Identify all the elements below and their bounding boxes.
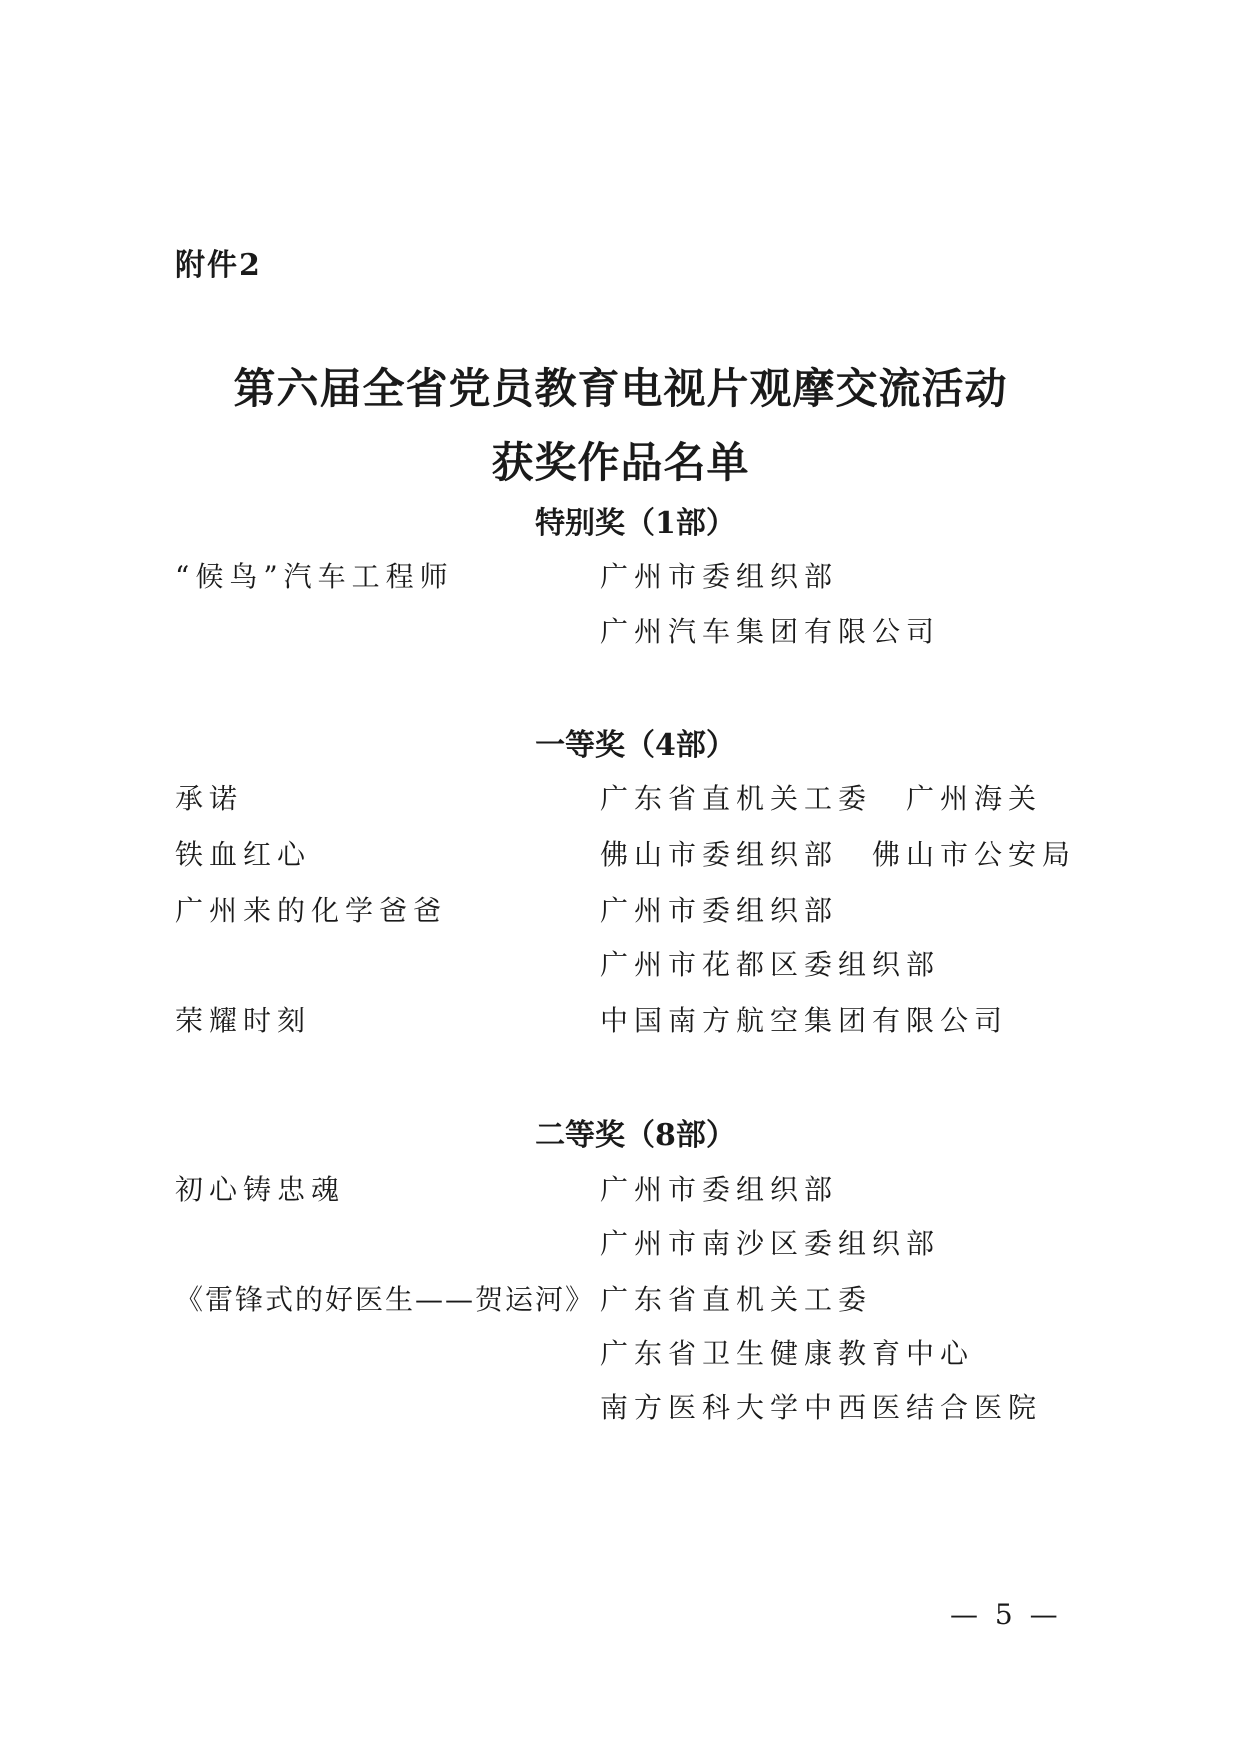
award-unit: 广州市委组织部 bbox=[600, 894, 839, 927]
award-unit: 广东省卫生健康教育中心 bbox=[600, 1337, 975, 1370]
award-work-title: “候鸟”汽车工程师 bbox=[175, 560, 454, 593]
award-unit: 广州市南沙区委组织部 bbox=[600, 1227, 941, 1260]
section-heading-special-award: 特别奖（1部） bbox=[535, 506, 736, 541]
award-work-title: 初心铸忠魂 bbox=[175, 1173, 346, 1206]
award-work-title: 荣耀时刻 bbox=[175, 1004, 312, 1037]
award-unit: 广东省直机关工委 广州海关 bbox=[600, 782, 1043, 815]
award-work-title: 广州来的化学爸爸 bbox=[175, 894, 448, 927]
award-unit: 南方医科大学中西医结合医院 bbox=[600, 1391, 1043, 1424]
section-heading-second-prize: 二等奖（8部） bbox=[535, 1118, 736, 1153]
attachment-label: 附件2 bbox=[175, 248, 262, 283]
award-unit: 中国南方航空集团有限公司 bbox=[600, 1004, 1009, 1037]
award-unit: 广州汽车集团有限公司 bbox=[600, 615, 941, 648]
award-work-title: 《雷锋式的好医生——贺运河》 bbox=[175, 1283, 596, 1316]
award-work-title: 承诺 bbox=[175, 782, 244, 815]
document-title-line-1: 第六届全省党员教育电视片观摩交流活动 bbox=[233, 364, 1008, 413]
document-title-line-2: 获奖作品名单 bbox=[491, 438, 750, 487]
award-unit: 广东省直机关工委 bbox=[600, 1283, 873, 1316]
award-unit: 广州市委组织部 bbox=[600, 1173, 839, 1206]
award-work-title: 铁血红心 bbox=[175, 838, 312, 871]
page-number: — 5 — bbox=[950, 1598, 1062, 1631]
award-unit: 广州市委组织部 bbox=[600, 560, 839, 593]
award-unit: 广州市花都区委组织部 bbox=[600, 948, 941, 981]
section-heading-first-prize: 一等奖（4部） bbox=[535, 728, 736, 763]
award-unit: 佛山市委组织部 佛山市公安局 bbox=[600, 838, 1077, 871]
